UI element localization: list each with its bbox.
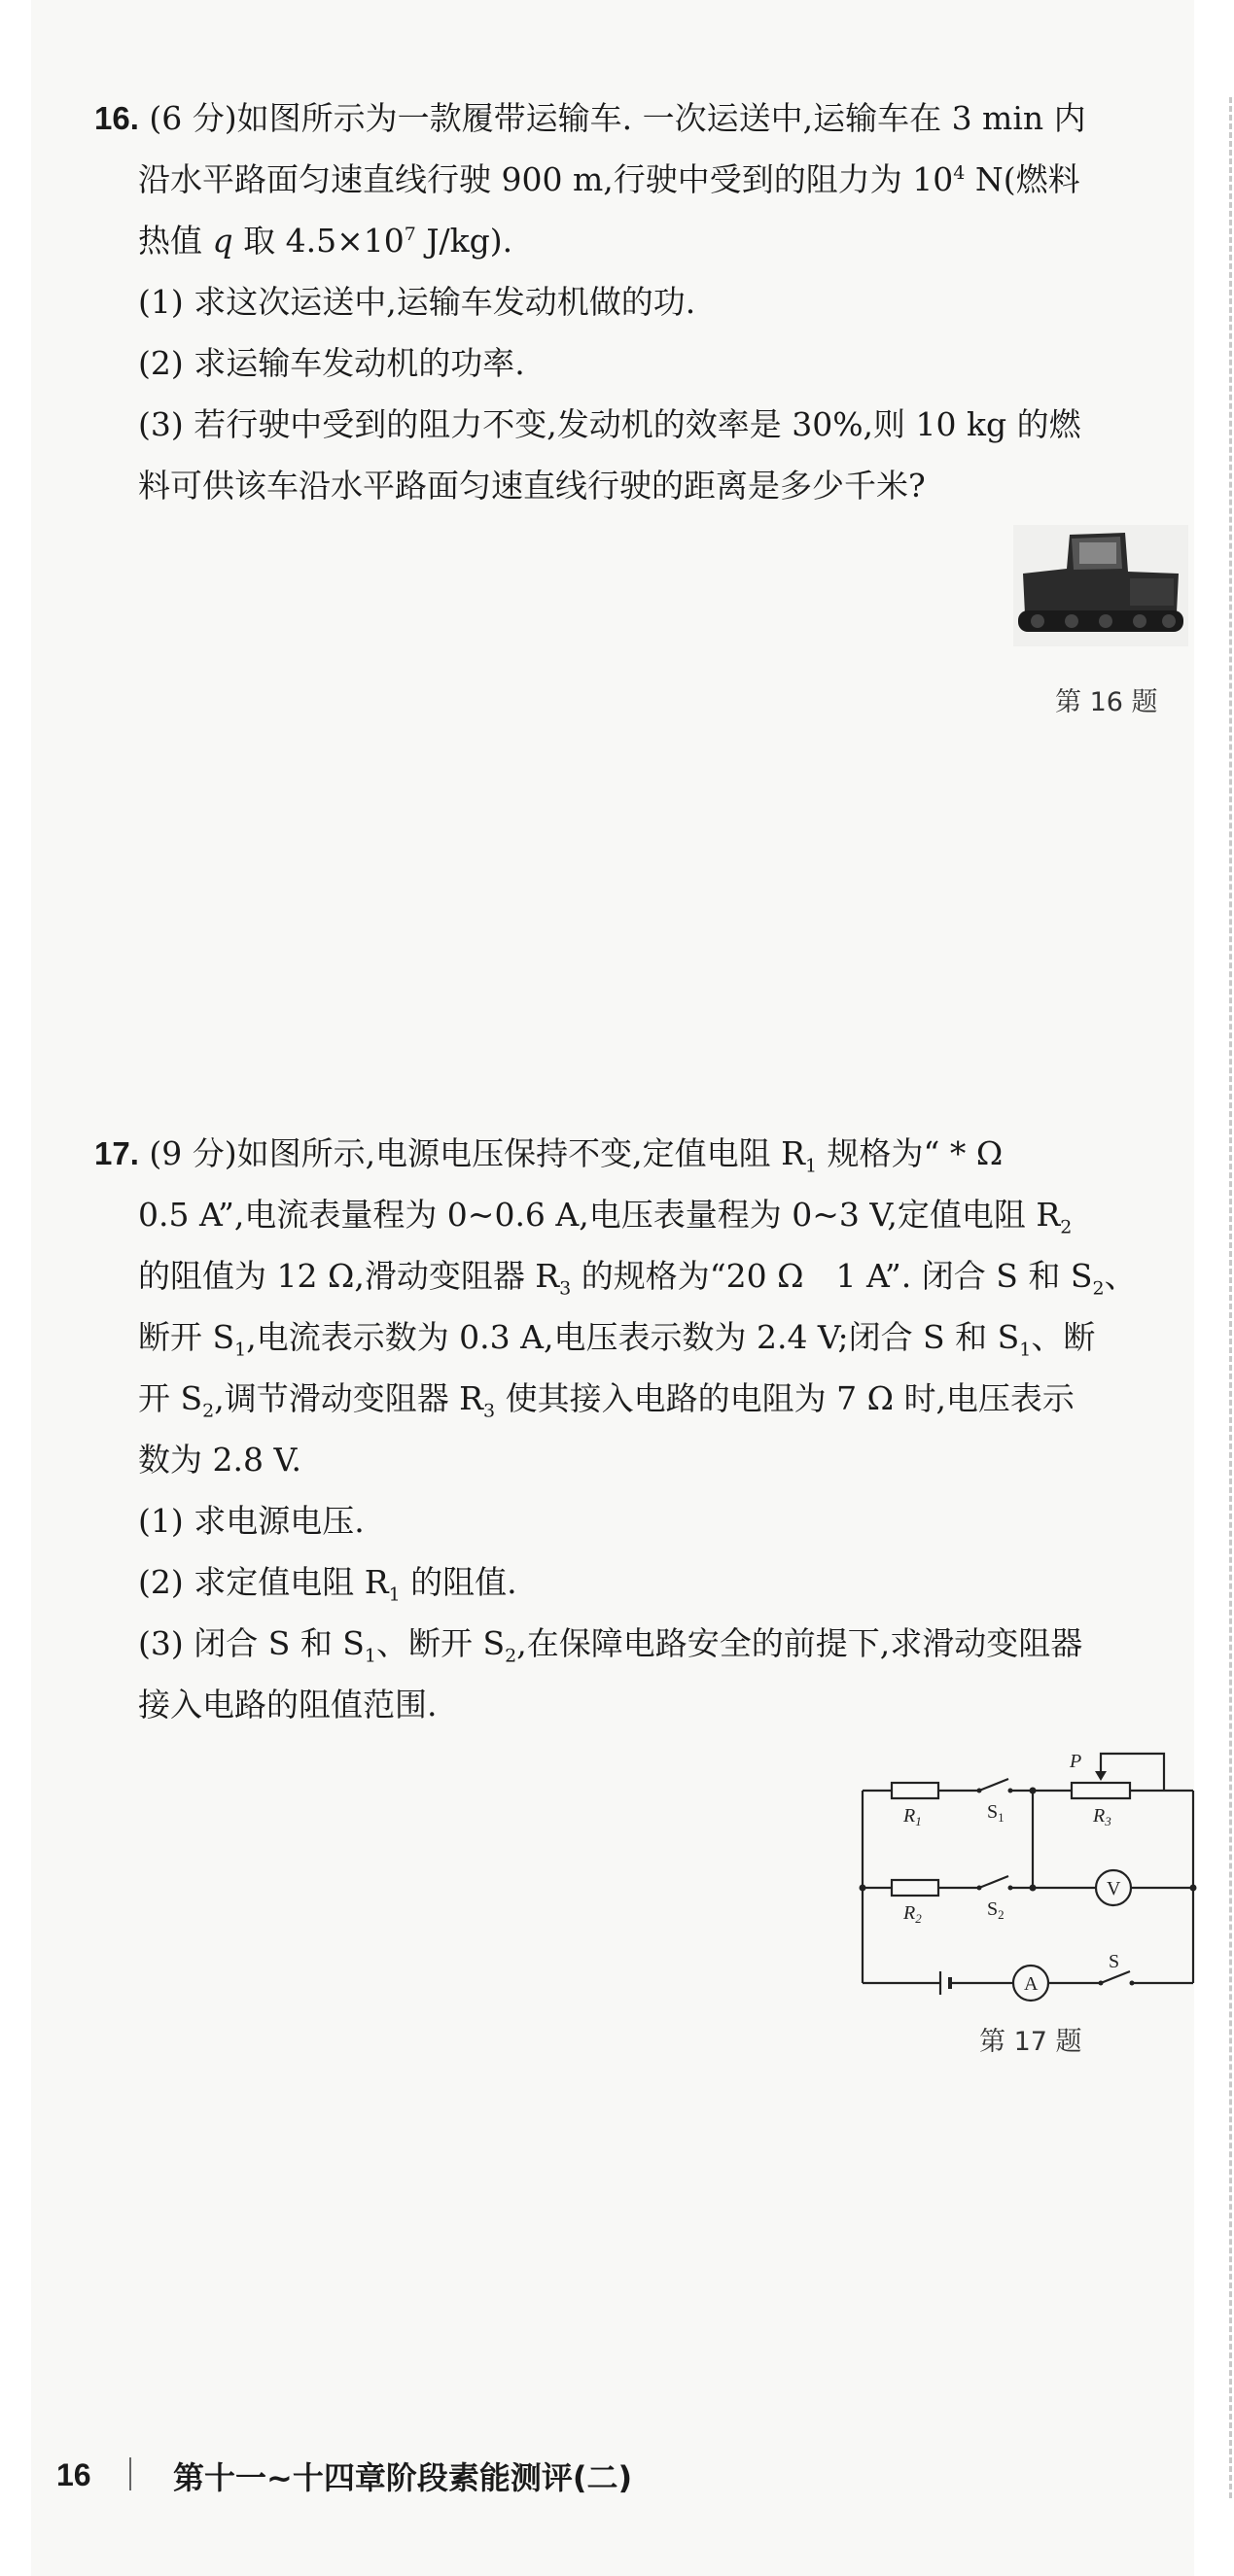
voltmeter-label: V <box>1107 1878 1121 1899</box>
q17-line-5: 开 $S_2$,调节滑动变阻器 $R_3$ 使其接入电路的电阻为 7 Ω 时,电压表示 <box>138 1379 1075 1422</box>
q17-number: 17. <box>94 1135 139 1171</box>
q17-sub-1: (1) 求电源电压. <box>138 1502 365 1540</box>
q17-line-4: 断开 $S_1$,电流表示数为 0.3 A,电压表示数为 2.4 V;闭合 S 和 $S_1$、断 <box>138 1318 1096 1361</box>
label-s2: $S_2$ <box>987 1898 1005 1922</box>
q16-line-1: 16. (6 分)如图所示为一款履带运输车. 一次运送中,运输车在 3 min 内 <box>94 99 1086 137</box>
question-17 <box>94 1123 1198 1735</box>
circuit-diagram <box>853 1742 1203 2014</box>
q16-line-3: 热值 q 取 $4.5\times 10^7$ J/kg). <box>138 222 513 260</box>
q17-line-1: 17. (9 分)如图所示,电源电压保持不变,定值电阻 $R_1$ 规格为“ * Ω <box>94 1134 1004 1177</box>
q17-line-3: 的阻值为 12 Ω,滑动变阻器 $R_3$ 的规格为“20 Ω 1 A”. 闭合 S 和 $S_2$、 <box>138 1257 1137 1300</box>
q16-sub-3a: (3) 若行驶中受到的阻力不变,发动机的效率是 30%,则 10 kg 的燃 <box>138 405 1081 443</box>
q17-sub-3a: (3) 闭合 S 和 $S_1$、断开 $S_2$,在保障电路安全的前提下,求滑动变阻器 <box>138 1624 1083 1667</box>
label-p: P <box>1070 1751 1082 1772</box>
tracked-transport-vehicle-image <box>1013 525 1188 646</box>
label-r2: $R_2$ <box>903 1902 922 1926</box>
q16-figure-caption: 第 16 题 <box>1055 687 1158 717</box>
q16-sub-1: (1) 求这次运送中,运输车发动机做的功. <box>138 283 696 321</box>
page-edge-border <box>1229 97 1232 2498</box>
q17-line-6: 数为 2.8 V. <box>138 1441 302 1479</box>
footer-title: 第十一~十四章阶段素能测评(二) <box>173 2459 633 2496</box>
page-number: 16 <box>56 2457 91 2492</box>
q17-sub-2: (2) 求定值电阻 $R_1$ 的阻值. <box>138 1563 517 1606</box>
footer-divider <box>129 2457 131 2490</box>
q17-sub-3b: 接入电路的阻值范围. <box>138 1686 438 1723</box>
label-s1: $S_1$ <box>987 1801 1005 1825</box>
q17-line-2: 0.5 A”,电流表量程为 0~0.6 A,电压表量程为 0~3 V,定值电阻 $R_2$ <box>138 1196 1073 1238</box>
ammeter-label: A <box>1024 1973 1039 1995</box>
label-r1: $R_1$ <box>903 1805 922 1828</box>
label-s: S <box>1109 1951 1120 1972</box>
q16-sub-2: (2) 求运输车发动机的功率. <box>138 344 525 382</box>
q17-figure-caption: 第 17 题 <box>979 2027 1082 2057</box>
q16-line-2: 沿水平路面匀速直线行驶 900 m,行驶中受到的阻力为 $10^4$ N(燃料 <box>138 160 1080 198</box>
label-r3: $R_3$ <box>1093 1805 1111 1828</box>
worksheet-page <box>31 0 1194 2576</box>
question-16 <box>94 87 1198 516</box>
q16-sub-3b: 料可供该车沿水平路面匀速直线行驶的距离是多少千米? <box>138 467 926 505</box>
q16-number: 16. <box>94 100 139 136</box>
